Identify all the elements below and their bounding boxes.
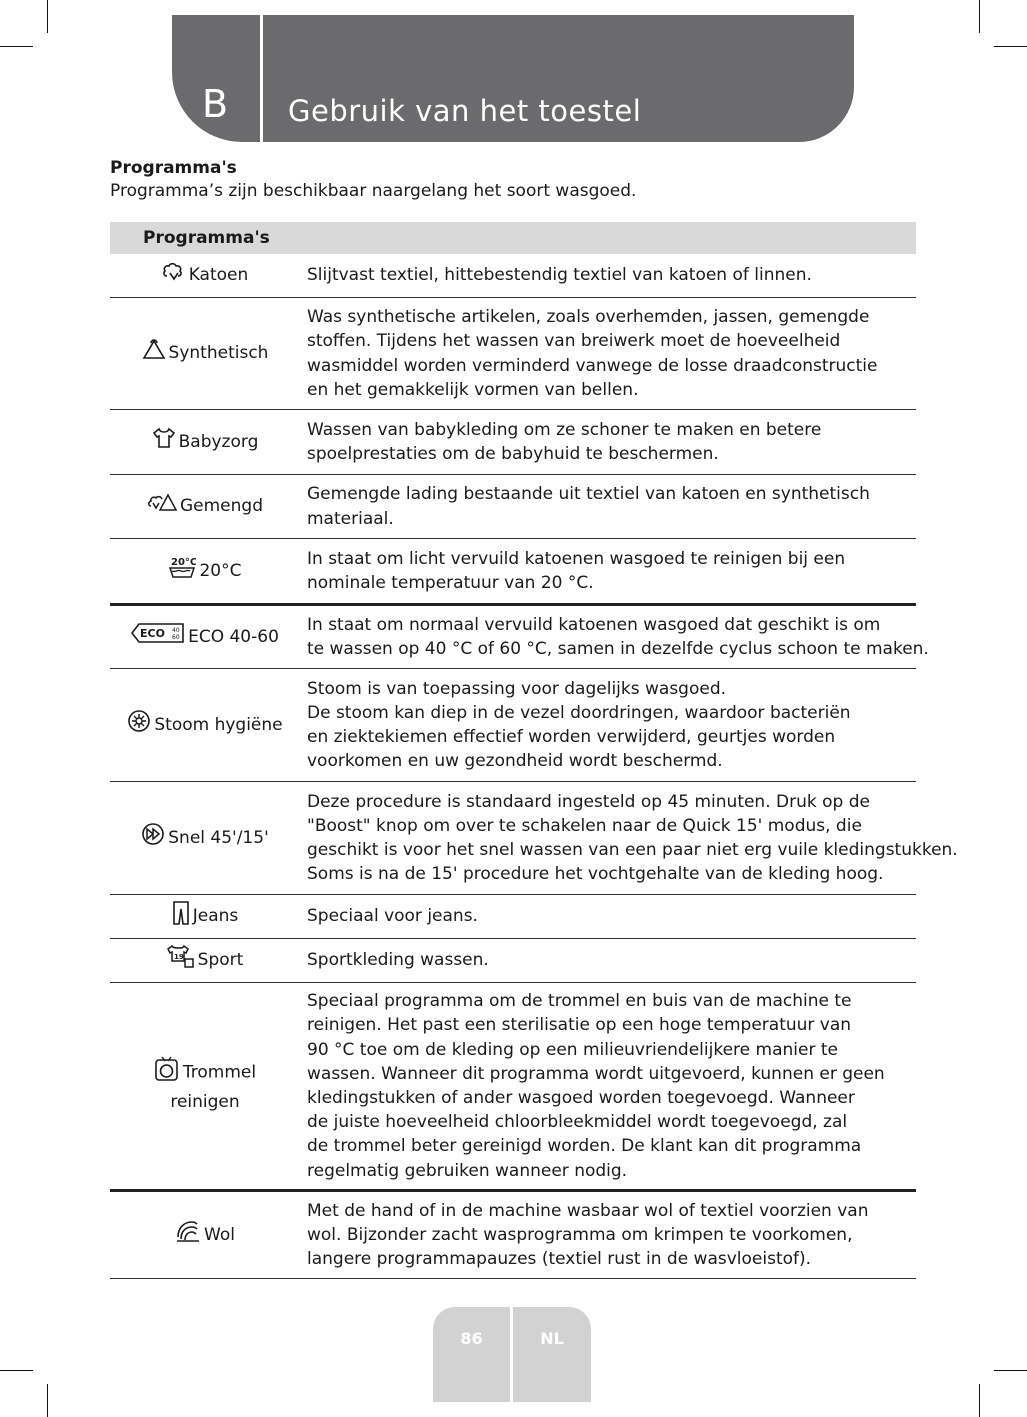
description-line: Stoom is van toepassing voor dagelijks wasgoed. — [307, 678, 727, 699]
program-name-cell — [110, 254, 300, 297]
description-line: de trommel beter gereinigd worden. De klant kan dit programma — [307, 1136, 862, 1157]
steam-icon — [127, 709, 151, 741]
table-row — [110, 782, 958, 895]
crop-mark — [47, 1384, 48, 1417]
language-tab — [513, 1307, 591, 1402]
description-line: Slijtvast textiel, hittebestendig textiel van katoen of linnen. — [307, 265, 812, 286]
mixed-icon — [147, 492, 177, 522]
wool-icon — [175, 1219, 201, 1251]
eco-icon — [131, 622, 185, 652]
program-name: Synthetisch — [168, 343, 269, 363]
program-name: Gemengd — [179, 496, 263, 516]
program-name-cell — [110, 606, 300, 668]
table-row — [110, 606, 929, 669]
description-line: spoelprestaties om de babyhuid te beschermen. — [307, 444, 719, 464]
description-line: Sportkleding wassen. — [307, 950, 489, 971]
svg-text:60: 60 — [172, 634, 180, 641]
program-name: Wol — [204, 1224, 235, 1245]
table-row — [110, 298, 916, 410]
description-line: Soms is na de 15' procedure het vochtgehalte van de kleding hoog. — [307, 864, 884, 885]
chapter-title: Gebruik van het toestel — [288, 94, 642, 128]
program-name: Katoen — [188, 265, 249, 285]
description-line: "Boost" knop om over te schakelen naar de Quick 15' modus, die — [307, 815, 862, 836]
description-line: materiaal. — [307, 508, 394, 529]
svg-text:ECO: ECO — [140, 627, 166, 640]
description-line: Wassen van babykleding om ze schoner te maken en betere — [307, 419, 822, 440]
program-name-cell — [110, 298, 300, 409]
table-row — [110, 669, 916, 782]
description-line: en ziektekiemen effectief worden verwijderd, geurtjes worden — [307, 727, 836, 747]
sport-icon — [167, 945, 195, 977]
header-divider — [260, 15, 263, 142]
description-line: reinigen. Het past een sterilisatie op een hoge temperatuur van — [307, 1015, 852, 1036]
page-number-tab — [433, 1307, 510, 1402]
program-name-cell — [110, 983, 300, 1189]
crop-mark — [994, 46, 1027, 47]
description-line: voorkomen en uw gezondheid wordt beschermd. — [307, 751, 723, 772]
description-line: Deze procedure is standaard ingesteld op 45 minuten. Druk op de — [307, 791, 870, 812]
program-description — [300, 782, 958, 894]
program-name-cell — [110, 895, 300, 938]
program-description — [300, 606, 929, 668]
description-line: nominale temperatuur van 20 °C. — [307, 573, 594, 593]
table-row — [110, 1192, 916, 1279]
program-name: Stoom hygiëne — [154, 714, 283, 735]
description-line: langere programmapauzes (textiel rust in de wasvloeistof). — [307, 1249, 812, 1270]
program-name: Babyzorg — [178, 431, 259, 452]
program-name-cell — [110, 410, 300, 474]
program-name-line: reinigen — [170, 1092, 240, 1113]
program-name: Jeans — [192, 906, 239, 926]
program-name: Sport — [197, 950, 244, 970]
description-line: de juiste hoeveelheid chloorbleekmiddel wordt toegevoegd, zal — [307, 1112, 848, 1133]
program-name-cell — [110, 782, 300, 894]
description-line: geschikt is voor het snel wassen van een paar niet erg vuile kledingstukken. — [307, 840, 958, 860]
description-line: De stoom kan diep in de vezel doordringen, waardoor bacteriën — [307, 702, 851, 723]
drum-clean-icon — [154, 1056, 180, 1090]
temp-20-icon — [168, 555, 196, 587]
description-line: en het gemakkelijk vormen van bellen. — [307, 379, 639, 400]
description-line: Gemengde lading bestaande uit textiel van katoen en synthetisch — [307, 484, 870, 505]
program-name-cell — [110, 939, 300, 982]
description-line: te wassen op 40 °C of 60 °C, samen in dezelfde cyclus schoon te maken. — [307, 639, 929, 659]
section-title: Programma's — [110, 158, 237, 178]
crop-mark — [994, 1370, 1027, 1371]
program-description — [300, 939, 489, 982]
table-header: Programma's — [110, 222, 916, 254]
cotton-icon — [162, 261, 186, 291]
crop-mark — [47, 0, 48, 33]
crop-mark — [979, 1384, 980, 1417]
program-name: ECO 40-60 — [188, 626, 279, 647]
chapter-letter: B — [202, 82, 229, 126]
program-name-cell — [110, 1192, 300, 1278]
program-description — [300, 410, 821, 474]
chapter-header — [172, 15, 854, 142]
table-row — [110, 410, 916, 475]
program-description — [300, 539, 845, 603]
description-line: Speciaal programma om de trommel en buis van de machine te — [307, 991, 852, 1012]
description-line: kledingstukken of ander wasgoed worden toegevoegd. Wanneer — [307, 1088, 855, 1108]
description-line: 90 °C toe om de kleding op een milieuvriendelijkere manier te — [307, 1039, 838, 1060]
program-description — [300, 298, 878, 409]
program-description — [300, 475, 870, 538]
section-subtitle: Programma’s zijn beschikbaar naargelang het soort wasgoed. — [110, 181, 637, 201]
program-description — [300, 983, 885, 1189]
baby-shirt-icon — [152, 427, 176, 457]
program-name — [154, 1056, 256, 1116]
page-number: 86 — [460, 1329, 483, 1348]
program-name-line: Trommel — [182, 1062, 257, 1083]
svg-text:40: 40 — [172, 627, 180, 634]
description-line: Speciaal voor jeans. — [307, 906, 478, 927]
svg-text:19: 19 — [173, 952, 184, 961]
description-line: Was synthetische artikelen, zoals overhemden, jassen, gemengde — [307, 307, 870, 328]
table-row — [110, 475, 916, 539]
table-row — [110, 254, 916, 298]
description-line: stoffen. Tijdens het wassen van breiwerk moet de hoeveelheid — [307, 331, 841, 352]
description-line: In staat om normaal vervuild katoenen wasgoed dat geschikt is om — [307, 614, 881, 635]
table-body — [110, 254, 958, 1279]
crop-mark — [0, 1370, 33, 1371]
table-row — [110, 895, 916, 939]
program-name: Snel 45'/15' — [168, 827, 269, 848]
jeans-icon — [172, 901, 190, 933]
programs-table — [110, 222, 958, 1279]
crop-mark — [979, 0, 980, 33]
program-name: 20°C — [199, 560, 242, 581]
description-line: wol. Bijzonder zacht wasprogramma om krimpen te voorkomen, — [307, 1224, 853, 1245]
program-description — [300, 669, 851, 781]
description-line: regelmatig gebruiken wanneer nodig. — [307, 1160, 628, 1181]
program-name-cell — [110, 539, 300, 603]
fast-forward-icon — [141, 822, 165, 854]
description-line: wassen. Wanneer dit programma wordt uitgevoerd, kunnen er geen — [307, 1063, 885, 1084]
description-line: Met de hand of in de machine wasbaar wol of textiel voorzien van — [307, 1200, 869, 1221]
description-line: wasmiddel worden verminderd vanwege de losse draadconstructie — [307, 355, 878, 376]
table-row — [110, 939, 916, 983]
synthetic-icon — [142, 339, 166, 369]
program-description — [300, 254, 812, 297]
language-code: NL — [540, 1329, 564, 1348]
program-name-cell — [110, 669, 300, 781]
description-line: In staat om licht vervuild katoenen wasgoed te reinigen bij een — [307, 548, 846, 569]
program-description — [300, 895, 478, 938]
svg-text:20°C: 20°C — [171, 557, 197, 568]
table-row — [110, 539, 916, 606]
program-description — [300, 1192, 868, 1278]
table-row — [110, 983, 916, 1192]
crop-mark — [0, 46, 33, 47]
program-name-cell — [110, 475, 300, 538]
